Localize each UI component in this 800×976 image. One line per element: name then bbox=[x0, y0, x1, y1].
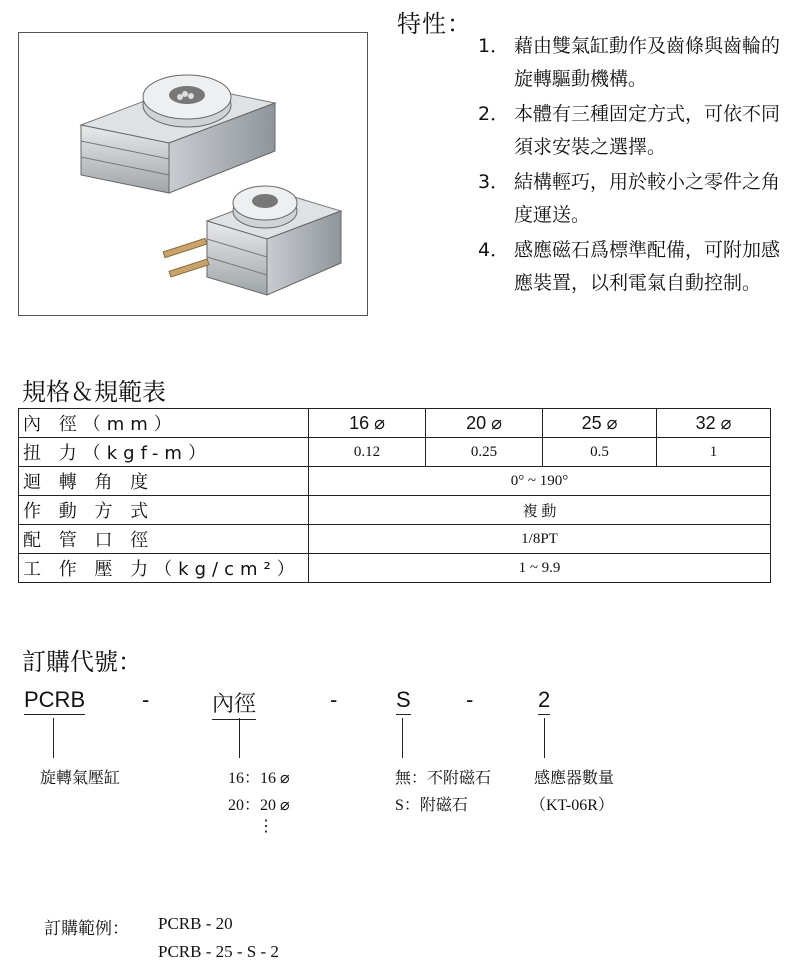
feature-item bbox=[478, 98, 796, 164]
torque-value: 1 bbox=[657, 438, 771, 467]
spec-label: 扭 力（kgf-m） bbox=[19, 438, 309, 467]
torque-value: 0.12 bbox=[309, 438, 426, 467]
spec-row-torque bbox=[19, 438, 771, 467]
spec-label: 內 徑（mm） bbox=[19, 409, 309, 438]
port-value: 1/8PT bbox=[309, 525, 771, 554]
spec-label: 配 管 口 徑 bbox=[19, 525, 309, 554]
bore-note-more: ⋮ bbox=[258, 818, 274, 835]
spec-label: 迴 轉 角 度 bbox=[19, 467, 309, 496]
code-model: PCRB bbox=[24, 687, 85, 715]
feature-item bbox=[478, 166, 796, 232]
torque-value: 0.5 bbox=[543, 438, 657, 467]
magnet-note: 無：不附磁石 bbox=[395, 770, 492, 787]
spec-title: 規格＆規範表 bbox=[22, 378, 166, 406]
actuator-small bbox=[163, 186, 341, 295]
spec-row-bore bbox=[19, 409, 771, 438]
code-qty: 2 bbox=[538, 687, 550, 715]
code-bore: 內徑 bbox=[212, 687, 256, 720]
feature-number: 1． bbox=[478, 35, 510, 57]
qty-note: （KT-06R） bbox=[530, 797, 614, 814]
torque-value: 0.25 bbox=[426, 438, 543, 467]
features-title: 特性： bbox=[397, 10, 472, 38]
feature-text: 感應磁石爲標準配備，可附加感應裝置，以利電氣自動控制。 bbox=[514, 239, 781, 294]
product-photo bbox=[18, 32, 368, 316]
connector-line bbox=[544, 718, 545, 758]
action-value: 複 動 bbox=[309, 496, 771, 525]
example-label: 訂購範例： bbox=[44, 919, 129, 938]
magnet-note: S：附磁石 bbox=[395, 797, 468, 814]
spec-table bbox=[18, 408, 771, 583]
connector-line bbox=[239, 718, 240, 758]
features-list bbox=[478, 30, 796, 302]
rotation-value: 0° ~ 190° bbox=[309, 467, 771, 496]
bore-size: 16 ⌀ bbox=[309, 409, 426, 438]
feature-number: 2． bbox=[478, 103, 510, 125]
bore-size: 25 ⌀ bbox=[543, 409, 657, 438]
connector-line bbox=[53, 718, 54, 758]
spec-row-port bbox=[19, 525, 771, 554]
feature-item bbox=[478, 30, 796, 96]
feature-item bbox=[478, 234, 796, 300]
feature-text: 本體有三種固定方式，可依不同須求安裝之選擇。 bbox=[514, 103, 781, 158]
model-note: 旋轉氣壓缸 bbox=[40, 770, 121, 787]
spec-label: 作 動 方 式 bbox=[19, 496, 309, 525]
bore-size: 20 ⌀ bbox=[426, 409, 543, 438]
actuator-large bbox=[81, 75, 275, 193]
code-dash: - bbox=[330, 687, 338, 712]
connector-line bbox=[402, 718, 403, 758]
qty-note: 感應器數量 bbox=[534, 770, 615, 787]
spec-row-action bbox=[19, 496, 771, 525]
pressure-value: 1 ~ 9.9 bbox=[309, 554, 771, 583]
code-magnet: S bbox=[396, 687, 411, 715]
code-dash: - bbox=[142, 687, 150, 712]
spec-row-pressure bbox=[19, 554, 771, 583]
example-line: PCRB - 25 - S - 2 bbox=[158, 942, 279, 961]
spec-label: 工 作 壓 力（kg/cm²） bbox=[19, 554, 309, 583]
order-title: 訂購代號： bbox=[22, 648, 142, 676]
bore-note: 16：16 ⌀ bbox=[228, 770, 290, 787]
feature-number: 4． bbox=[478, 239, 510, 261]
bore-note: 20：20 ⌀ bbox=[228, 797, 290, 814]
spec-row-rotation bbox=[19, 467, 771, 496]
bore-size: 32 ⌀ bbox=[657, 409, 771, 438]
feature-text: 藉由雙氣缸動作及齒條與齒輪的旋轉驅動機構。 bbox=[514, 35, 781, 90]
feature-text: 結構輕巧，用於較小之零件之角度運送。 bbox=[514, 171, 781, 226]
feature-number: 3． bbox=[478, 171, 510, 193]
example-line: PCRB - 20 bbox=[158, 914, 233, 933]
code-dash: - bbox=[466, 687, 474, 712]
